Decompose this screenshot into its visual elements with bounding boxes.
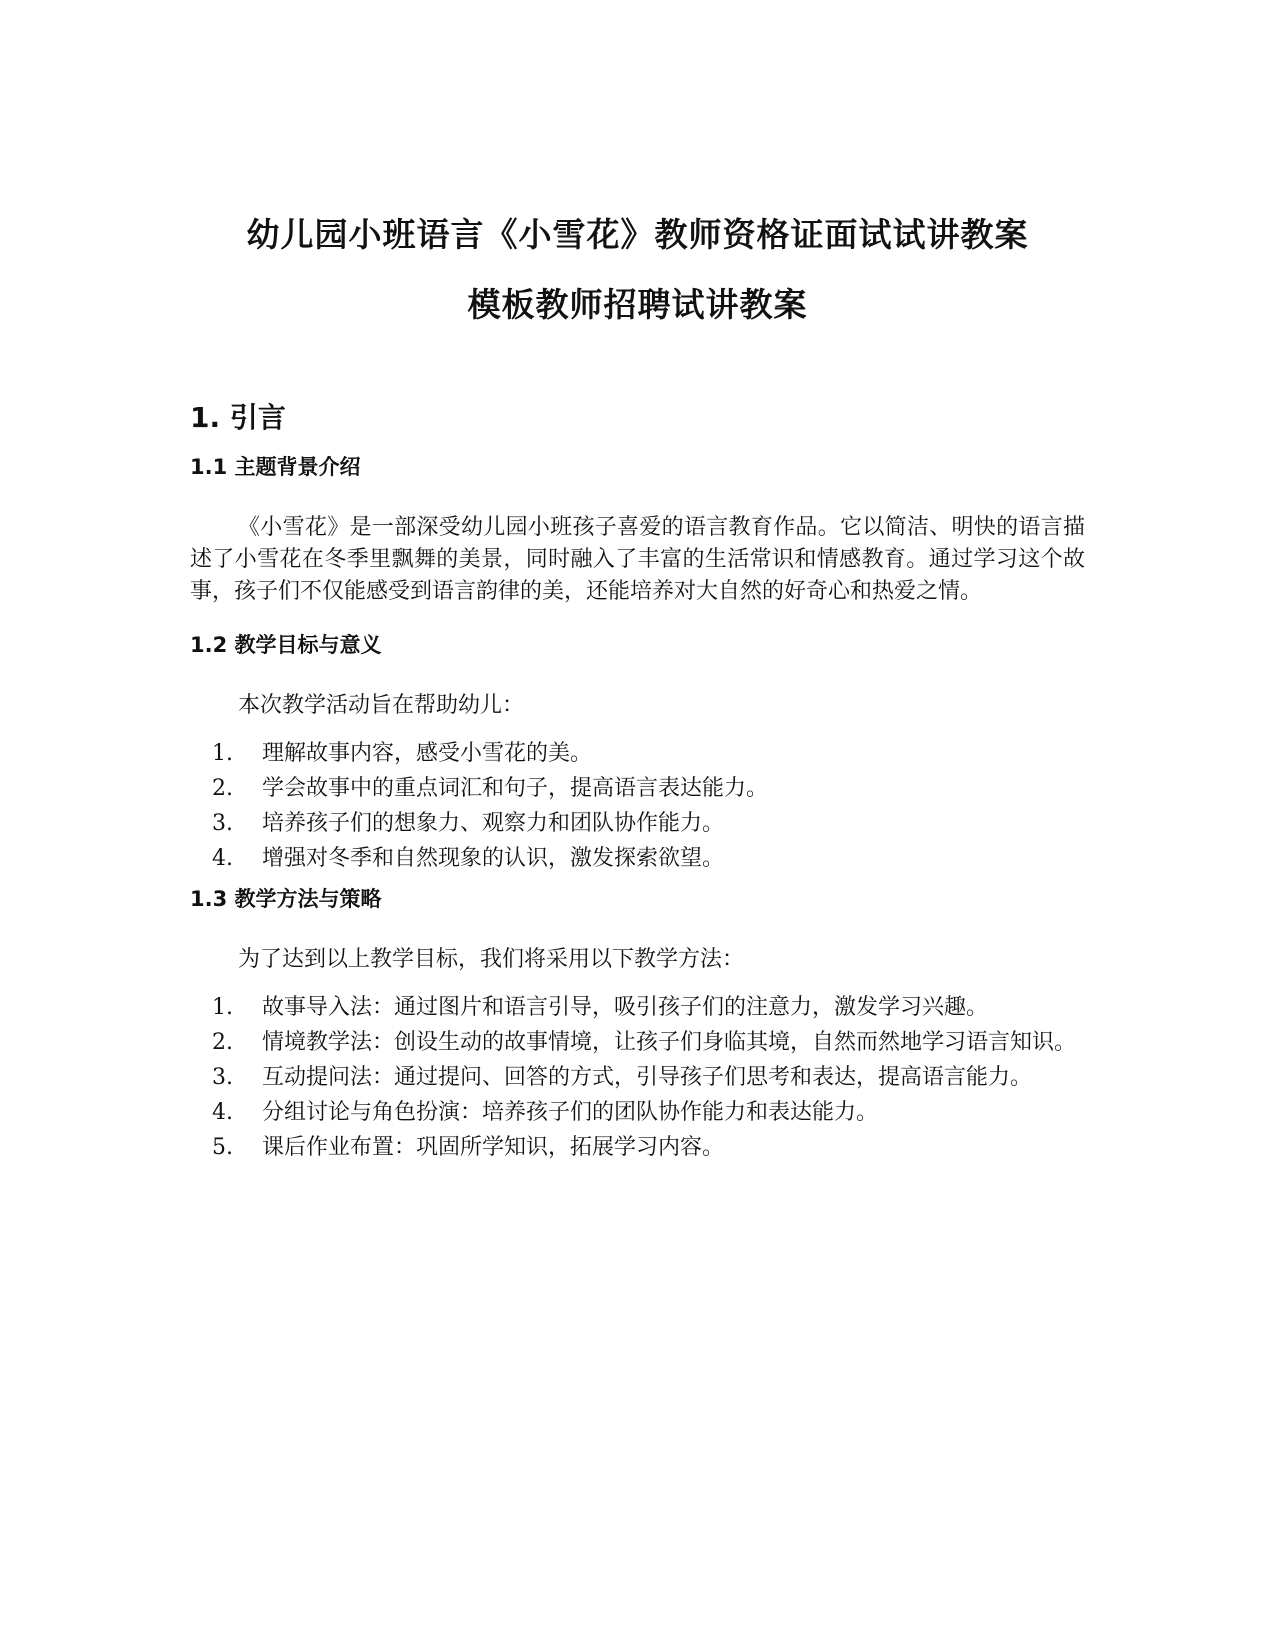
list-item-number: 2. (212, 1030, 233, 1055)
subsection-1-2-heading: 1.2 教学目标与意义 (190, 633, 382, 657)
list-item-text: 互动提问法：通过提问、回答的方式，引导孩子们思考和表达，提高语言能力。 (262, 1065, 1033, 1090)
list-item-text: 情境教学法：创设生动的故事情境，让孩子们身临其境，自然而然地学习语言知识。 (262, 1030, 1077, 1055)
list-item (190, 1097, 1085, 1128)
list-item (190, 992, 1085, 1023)
subsection-1-1-paragraph: 《小雪花》是一部深受幼儿园小班孩子喜爱的语言教育作品。它以简洁、明快的语言描述了小雪花在冬季里飘舞的美景，同时融入了丰富的生活常识和情感教育。通过学习这个故事，孩子们不仅能感受到语言韵律的美，还能培养对大自然的好奇心和热爱之情。 (190, 515, 1085, 604)
list-item-text: 理解故事内容，感受小雪花的美。 (262, 741, 593, 766)
subsection-1-3-heading: 1.3 教学方法与策略 (190, 887, 382, 911)
list-item (190, 808, 1085, 839)
subsection-1-3-lead: 为了达到以上教学目标，我们将采用以下教学方法： (238, 947, 745, 972)
list-item-text: 课后作业布置：巩固所学知识，拓展学习内容。 (262, 1135, 725, 1160)
list-item-text: 培养孩子们的想象力、观察力和团队协作能力。 (262, 811, 725, 836)
list-item-text: 故事导入法：通过图片和语言引导，吸引孩子们的注意力，激发学习兴趣。 (262, 995, 989, 1020)
list-item-text: 增强对冬季和自然现象的认识，激发探索欲望。 (262, 846, 725, 871)
list-item (190, 843, 1085, 874)
list-item (190, 1132, 1085, 1163)
list-item (190, 773, 1085, 804)
subsection-1-2-lead: 本次教学活动旨在帮助幼儿： (238, 693, 525, 718)
list-item-number: 3. (212, 1065, 233, 1090)
list-item-number: 2. (212, 776, 233, 801)
list-item-number: 4. (212, 1100, 233, 1125)
goals-list (190, 738, 1085, 874)
list-item-text: 分组讨论与角色扮演：培养孩子们的团队协作能力和表达能力。 (262, 1100, 879, 1125)
list-item-text: 学会故事中的重点词汇和句子，提高语言表达能力。 (262, 776, 769, 801)
list-item (190, 1027, 1085, 1058)
list-item-number: 4. (212, 846, 233, 871)
subsection-1-1-heading: 1.1 主题背景介绍 (190, 455, 361, 479)
list-item (190, 738, 1085, 769)
document-title-line-2: 模板教师招聘试讲教案 (467, 285, 808, 324)
section-1-heading: 1. 引言 (190, 401, 286, 434)
list-item-number: 3. (212, 811, 233, 836)
methods-list (190, 992, 1085, 1163)
document-title-line-1: 幼儿园小班语言《小雪花》教师资格证面试试讲教案 (246, 215, 1029, 254)
list-item-number: 1. (212, 995, 233, 1020)
list-item-number: 1. (212, 741, 233, 766)
list-item (190, 1062, 1085, 1093)
list-item-number: 5. (212, 1135, 233, 1160)
